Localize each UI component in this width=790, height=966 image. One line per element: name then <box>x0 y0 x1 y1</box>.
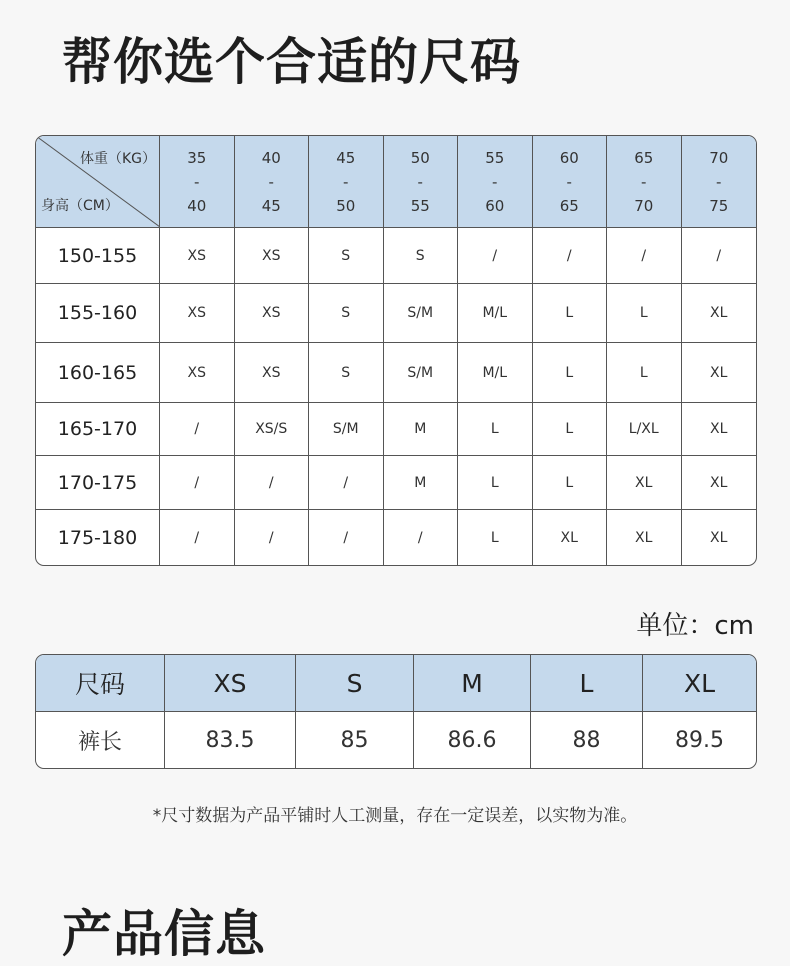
length-value: 86.6 <box>414 712 531 768</box>
height-range-cell: 165-170 <box>36 403 160 456</box>
length-value: 89.5 <box>675 727 724 753</box>
size-cell: XS <box>235 343 310 403</box>
table-row <box>36 403 756 456</box>
size-cell: S/M <box>384 284 459 343</box>
size-cell: S <box>309 343 384 403</box>
table-row <box>36 343 756 403</box>
size-chart-table <box>35 135 757 566</box>
pants-length-header-row <box>36 655 756 712</box>
weight-header: 45 - 50 <box>309 136 384 228</box>
size-cell: M/L <box>458 343 533 403</box>
measurement-note: *尺寸数据为产品平铺时人工测量，存在一定误差，以实物为准。 <box>152 806 638 826</box>
size-cell: / <box>235 456 310 510</box>
table-row <box>36 456 756 510</box>
size-cell: / <box>235 510 310 565</box>
size-cell: S/M <box>384 343 459 403</box>
size-cell: XL <box>682 284 757 343</box>
pants-length-row-label: 裤长 <box>36 712 165 768</box>
height-range-cell: 170-175 <box>36 456 160 510</box>
page-title: 帮你选个合适的尺码 <box>62 33 521 91</box>
size-cell: XL <box>607 456 682 510</box>
size-header: M <box>414 655 531 712</box>
size-cell: / <box>160 510 235 565</box>
size-cell: S <box>309 284 384 343</box>
weight-header: 55 - 60 <box>458 136 533 228</box>
size-chart-header-row <box>36 136 756 228</box>
size-header: XS <box>165 655 296 712</box>
size-cell: XS <box>160 284 235 343</box>
size-cell: S <box>309 228 384 284</box>
size-chart-corner-cell <box>36 136 160 228</box>
weight-header: 60 - 65 <box>533 136 608 228</box>
size-cell: / <box>607 228 682 284</box>
size-cell: XS <box>160 228 235 284</box>
size-cell: M <box>384 403 459 456</box>
size-cell: L <box>458 456 533 510</box>
height-range-cell: 175-180 <box>36 510 160 565</box>
size-header: L <box>531 655 643 712</box>
weight-header: 35 - 40 <box>160 136 235 228</box>
size-cell: L <box>533 343 608 403</box>
size-cell: / <box>458 228 533 284</box>
size-cell: L/XL <box>607 403 682 456</box>
size-cell: XS/S <box>235 403 310 456</box>
height-range-cell: 150-155 <box>36 228 160 284</box>
size-cell: L <box>607 284 682 343</box>
weight-header: 40 - 45 <box>235 136 310 228</box>
size-cell: / <box>682 228 757 284</box>
size-cell: L <box>533 456 608 510</box>
weight-axis-label: 体重（KG） <box>79 151 156 167</box>
length-value: 83.5 <box>165 712 296 768</box>
size-cell: M <box>384 456 459 510</box>
size-cell: S <box>384 228 459 284</box>
size-cell: / <box>309 510 384 565</box>
table-row <box>36 510 756 565</box>
size-cell: / <box>309 456 384 510</box>
size-cell: S/M <box>309 403 384 456</box>
size-header: S <box>296 655 414 712</box>
weight-header: 65 - 70 <box>607 136 682 228</box>
table-row <box>36 228 756 284</box>
unit-label: 单位：cm <box>636 611 754 641</box>
size-cell: XS <box>160 343 235 403</box>
size-cell: XL <box>682 456 757 510</box>
size-cell: L <box>533 284 608 343</box>
length-value: 88 <box>531 712 643 768</box>
size-header: XL <box>643 655 756 712</box>
size-cell: / <box>533 228 608 284</box>
size-cell: XS <box>235 228 310 284</box>
size-cell: L <box>458 403 533 456</box>
size-cell: XL <box>682 343 757 403</box>
size-cell: L <box>533 403 608 456</box>
height-axis-label: 身高（CM） <box>41 198 119 214</box>
height-range-cell: 160-165 <box>36 343 160 403</box>
height-range-cell: 155-160 <box>36 284 160 343</box>
section-title: 产品信息 <box>62 905 266 963</box>
weight-header: 50 - 55 <box>384 136 459 228</box>
size-cell: XL <box>607 510 682 565</box>
size-cell: / <box>160 456 235 510</box>
size-cell: XL <box>710 529 728 546</box>
size-cell: / <box>384 510 459 565</box>
size-cell: M/L <box>458 284 533 343</box>
size-cell: L <box>607 343 682 403</box>
table-row <box>36 284 756 343</box>
length-value: 85 <box>296 712 414 768</box>
size-cell: / <box>160 403 235 456</box>
size-cell: XL <box>682 403 757 456</box>
table-row <box>36 712 756 768</box>
pants-length-table <box>35 654 757 769</box>
size-cell: XS <box>235 284 310 343</box>
size-cell: XL <box>533 510 608 565</box>
size-cell: L <box>458 510 533 565</box>
size-header-label: 尺码 <box>36 655 165 712</box>
weight-header: 70 - 75 <box>682 136 757 228</box>
